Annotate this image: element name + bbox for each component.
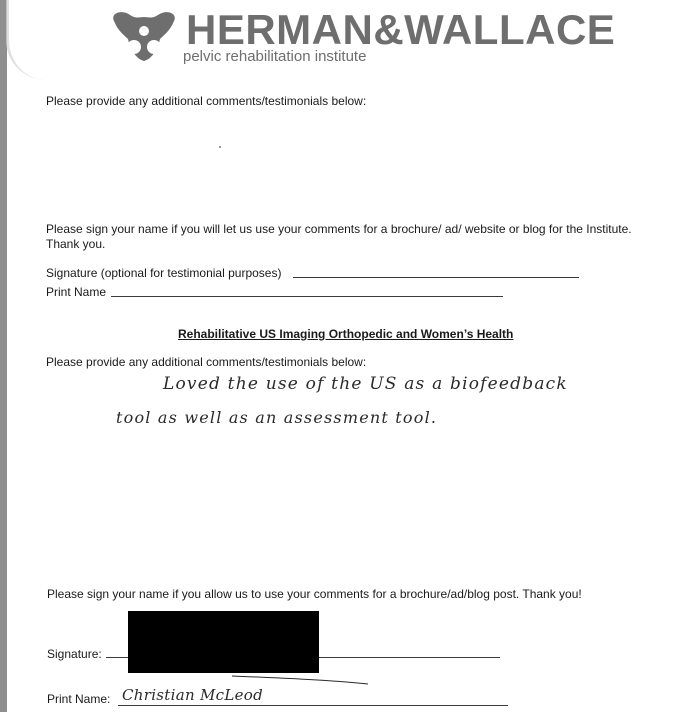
handwritten-comment-line2: tool as well as an assessment tool. [116,408,438,427]
print-name-label-1: Print Name [46,285,107,299]
handwritten-print-name: Christian McLeod [122,686,264,704]
logo-wordmark: HERMAN&WALLACE [186,6,616,53]
handwritten-comment-line1: Loved the use of the US as a biofeedback [163,374,568,394]
print-name-label-2: Print Name: [47,692,111,706]
comments-prompt-1: Please provide any additional comments/testimonials below: [46,94,367,108]
sign-prompt-2: Please sign your name if you allow us to use your comments for a brochure/ad/blog post. Thank you! [47,587,582,601]
print-name-line-2[interactable] [118,705,508,706]
section-heading: Rehabilitative US Imaging Orthopedic and Women’s Health [178,327,514,341]
logo-tagline: pelvic rehabilitation institute [183,48,367,65]
sign-prompt-1-line2: Thank you. [46,237,106,251]
comments-prompt-2: Please provide any additional comments/testimonials below: [46,355,367,369]
signature-label-2: Signature: [47,647,102,661]
signature-label-1: Signature (optional for testimonial purposes) [46,266,282,280]
sign-prompt-1-line1: Please sign your name if you will let us use your comments for a brochure/ ad/ website or blog for the Institute. [46,222,632,236]
